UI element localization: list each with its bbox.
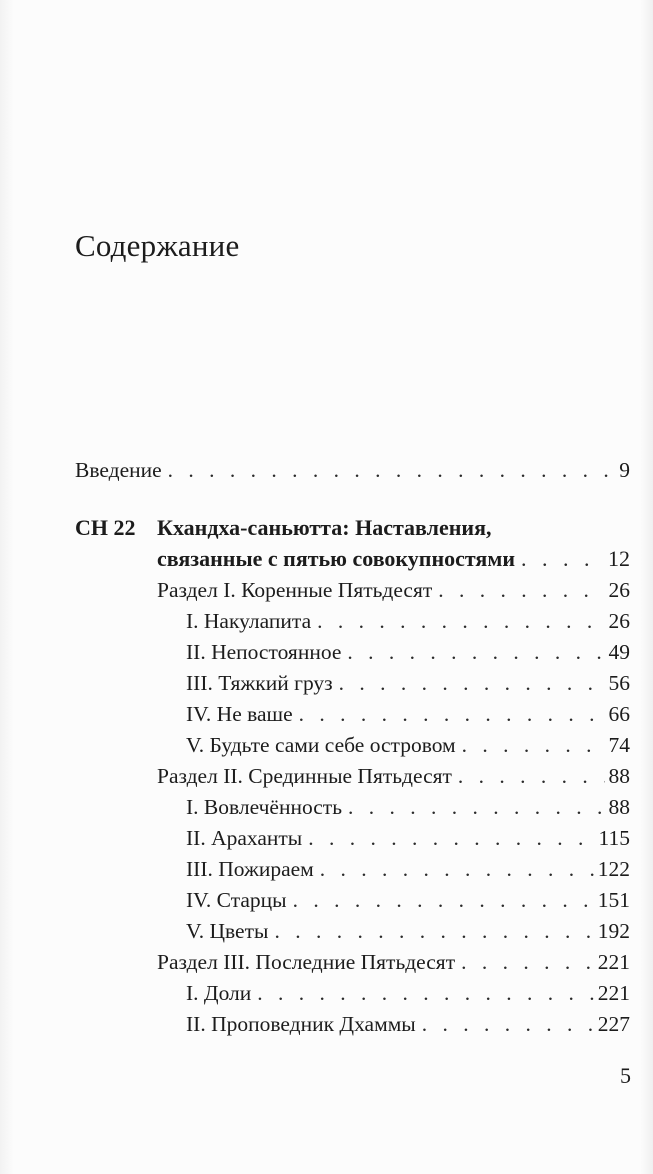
- leader-dots: [293, 888, 594, 913]
- toc-entry-chapter: [157, 546, 630, 574]
- subentry-page: 26: [608, 609, 630, 633]
- subentry-label: I. Накулапита: [186, 609, 312, 633]
- subentry-label: III. Тяжкий груз: [186, 671, 333, 695]
- subentry-page: 221: [597, 981, 630, 1005]
- leader-dots: [168, 458, 616, 483]
- subentry-page: 115: [598, 826, 630, 850]
- toc-entry-intro: [75, 458, 630, 486]
- section-label: Раздел II. Срединные Пятьдесят: [157, 764, 452, 788]
- leader-dots: [257, 981, 593, 1006]
- subentry-label: IV. Не ваше: [186, 702, 293, 726]
- subentry-label: IV. Старцы: [186, 888, 287, 912]
- leader-dots: [317, 609, 604, 634]
- subentry-page: 151: [597, 888, 630, 912]
- toc-subentry: [186, 826, 630, 854]
- toc-section: [157, 764, 630, 792]
- subentry-label: II. Непостоянное: [186, 640, 342, 664]
- subentry-label: V. Цветы: [186, 919, 269, 943]
- subentry-label: I. Доли: [186, 981, 252, 1005]
- leader-dots: [461, 950, 594, 975]
- section-page: 26: [608, 578, 630, 602]
- leader-dots: [320, 857, 594, 882]
- toc-subentry: [186, 857, 630, 885]
- leader-dots: [422, 1012, 594, 1037]
- page-number: 5: [620, 1063, 631, 1088]
- leader-dots: [347, 640, 604, 665]
- chapter-code: СН 22: [75, 515, 136, 540]
- toc-section: [157, 578, 630, 606]
- subentry-label: I. Вовлечённость: [186, 795, 343, 819]
- subentry-label: II. Проповедник Дхаммы: [186, 1012, 416, 1036]
- toc-subentry: [186, 702, 630, 730]
- subentry-page: 56: [608, 671, 630, 695]
- leader-dots: [274, 919, 593, 944]
- section-page: 221: [597, 950, 630, 974]
- toc-subentry: [186, 733, 630, 761]
- toc-subentry: [186, 795, 630, 823]
- toc-subentry: [186, 671, 630, 699]
- toc-entry-page: 9: [619, 458, 630, 482]
- section-label: Раздел III. Последние Пятьдесят: [157, 950, 456, 974]
- subentry-label: II. Араханты: [186, 826, 303, 850]
- subentry-page: 227: [597, 1012, 630, 1036]
- subentry-page: 66: [608, 702, 630, 726]
- subentry-page: 122: [597, 857, 630, 881]
- toc-section: [157, 950, 630, 978]
- subentry-page: 192: [597, 919, 630, 943]
- subentry-page: 88: [608, 795, 630, 819]
- chapter-title-line1: Кхандха-саньютта: Наставления,: [157, 515, 492, 540]
- subentry-page: 49: [608, 640, 630, 664]
- toc-subentry: [186, 609, 630, 637]
- leader-dots: [458, 764, 605, 789]
- subentry-label: III. Пожираем: [186, 857, 314, 881]
- section-label: Раздел I. Коренные Пятьдесят: [157, 578, 433, 602]
- leader-dots: [462, 733, 605, 758]
- section-page: 88: [608, 764, 630, 788]
- leader-dots: [339, 671, 605, 696]
- toc-subentry: [186, 640, 630, 668]
- subentry-label: V. Будьте сами себе островом: [186, 733, 456, 757]
- leader-dots: [348, 795, 604, 820]
- leader-dots: [438, 578, 604, 603]
- leader-dots: [521, 546, 604, 572]
- toc-subentry: [186, 888, 630, 916]
- toc-subentry: [186, 981, 630, 1009]
- page-title: Содержание: [75, 228, 240, 263]
- leader-dots: [308, 826, 594, 851]
- toc-subentry: [186, 1012, 630, 1040]
- subentry-page: 74: [608, 733, 630, 757]
- leader-dots: [299, 702, 605, 727]
- toc-subentry: [186, 919, 630, 947]
- toc-entry-page: 12: [608, 546, 630, 571]
- toc-entry-label: Введение: [75, 458, 162, 482]
- chapter-title-line2: связанные с пятью совокупностями: [157, 546, 515, 571]
